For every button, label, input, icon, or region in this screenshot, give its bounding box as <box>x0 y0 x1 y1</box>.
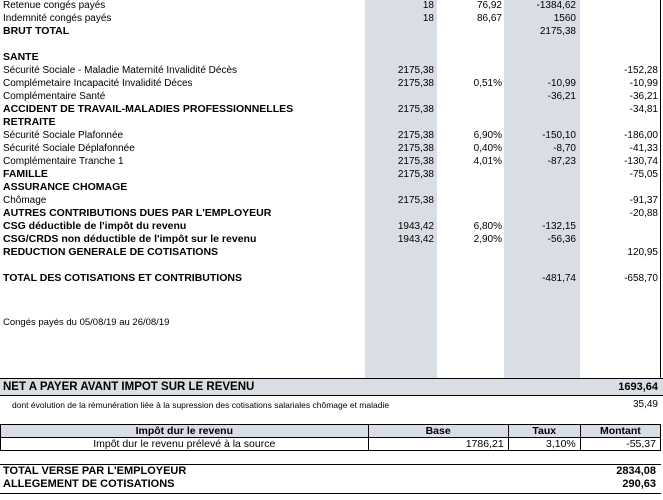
row-taux: 4,01% <box>473 156 502 167</box>
row-employer: -130,74 <box>624 156 658 167</box>
row-amount: -1384,62 <box>536 0 576 11</box>
row-base: 2175,38 <box>397 78 434 89</box>
table-row <box>0 272 663 285</box>
tax-row-base: 1786,21 <box>368 438 508 451</box>
table-row <box>0 220 663 233</box>
income-tax-row <box>1 438 661 451</box>
row-amount: 1560 <box>553 13 576 24</box>
row-label: Complémentaire Tranche 1 <box>3 156 124 167</box>
row-employer: -36,21 <box>629 91 658 102</box>
allegement-label: ALLEGEMENT DE COTISATIONS <box>3 478 175 490</box>
table-row <box>0 64 663 77</box>
row-employer: -41,33 <box>629 143 658 154</box>
conges-note: Congés payés du 05/08/19 au 26/08/19 <box>3 317 170 328</box>
row-employer: -10,99 <box>629 78 658 89</box>
row-amount: -481,74 <box>542 273 576 284</box>
row-employer: -91,37 <box>629 195 658 206</box>
table-row <box>0 12 663 25</box>
row-label: AUTRES CONTRIBUTIONS DUES PAR L'EMPLOYEUR <box>3 207 272 219</box>
row-label: ACCIDENT DE TRAVAIL-MALADIES PROFESSIONNELLES <box>3 103 294 115</box>
table-row <box>0 25 663 38</box>
evolution-note: dont évolution de la rémunération liée à la supression des cotisations salariales chômage et maladie <box>12 400 390 410</box>
tax-row-taux: 3,10% <box>508 438 580 451</box>
table-row <box>0 90 663 103</box>
net-pay-band <box>0 378 663 396</box>
row-base: 18 <box>422 13 434 24</box>
table-row <box>0 181 663 194</box>
table-row <box>0 0 663 12</box>
row-taux: 86,67 <box>476 13 502 24</box>
row-label: TOTAL DES COTISATIONS ET CONTRIBUTIONS <box>3 272 242 284</box>
row-taux: 76,92 <box>476 0 502 11</box>
table-row <box>0 259 663 272</box>
row-employer: -658,70 <box>624 273 658 284</box>
row-employer: 120,95 <box>627 247 658 258</box>
row-amount: -10,99 <box>547 78 576 89</box>
total-verse-value: 2834,08 <box>616 465 656 477</box>
row-label: Complémentaire Santé <box>3 91 106 102</box>
row-base: 2175,38 <box>397 65 434 76</box>
row-taux: 6,80% <box>473 221 502 232</box>
row-taux: 6,90% <box>473 130 502 141</box>
row-label: CSG/CRDS non déductible de l'impôt sur le revenu <box>3 233 257 245</box>
evolution-value: 35,49 <box>632 399 658 410</box>
row-amount: -36,21 <box>547 91 576 102</box>
row-base: 1943,42 <box>397 234 434 245</box>
tax-header-montant: Montant <box>580 425 660 438</box>
row-base: 1943,42 <box>397 221 434 232</box>
table-row <box>0 38 663 51</box>
row-label: REDUCTION GENERALE DE COTISATIONS <box>3 246 219 258</box>
row-base: 2175,38 <box>397 156 434 167</box>
tax-header-base: Base <box>368 425 508 438</box>
row-employer: -186,00 <box>624 130 658 141</box>
table-row <box>0 207 663 220</box>
row-employer: -20,88 <box>629 208 658 219</box>
tax-row-label: Impôt dur le revenu prélevé à la source <box>1 438 369 451</box>
row-label: Complémetaire Incapacité Invalidité Déces <box>3 78 193 89</box>
table-row <box>0 168 663 181</box>
income-tax-table <box>0 424 661 451</box>
tax-row-montant: -55,37 <box>580 438 660 451</box>
row-label: SANTE <box>3 51 39 63</box>
row-label: RETRAITE <box>3 116 56 128</box>
row-label: BRUT TOTAL <box>3 25 70 37</box>
row-amount: 2175,38 <box>539 26 576 37</box>
row-label: Sécurité Sociale Plafonnée <box>3 130 124 141</box>
row-employer: -152,28 <box>624 65 658 76</box>
row-base: 18 <box>422 0 434 11</box>
employer-totals <box>0 464 661 494</box>
row-label: ASSURANCE CHOMAGE <box>3 181 128 193</box>
row-amount: -56,36 <box>547 234 576 245</box>
table-row <box>0 142 663 155</box>
table-row <box>0 51 663 64</box>
row-label: Chômage <box>3 195 47 206</box>
row-label: Indemnité congés payés <box>3 13 112 24</box>
allegement-row <box>0 478 661 491</box>
table-row <box>0 194 663 207</box>
row-label: Sécurité Sociale Déplafonnée <box>3 143 135 154</box>
total-verse-row <box>0 465 661 478</box>
table-row <box>0 103 663 116</box>
row-amount: -8,70 <box>553 143 576 154</box>
table-row <box>0 233 663 246</box>
row-employer: -75,05 <box>629 169 658 180</box>
tax-header-taux: Taux <box>508 425 580 438</box>
table-row <box>0 246 663 259</box>
net-pay-label: NET A PAYER AVANT IMPOT SUR LE REVENU <box>3 381 255 393</box>
net-pay-value: 1693,64 <box>618 381 658 393</box>
table-row <box>0 116 663 129</box>
table-row <box>0 77 663 90</box>
income-tax-header <box>1 425 661 438</box>
row-base: 2175,38 <box>397 104 434 115</box>
row-label: FAMILLE <box>3 168 48 180</box>
table-row <box>0 129 663 142</box>
row-amount: -132,15 <box>542 221 576 232</box>
row-taux: 2,90% <box>473 234 502 245</box>
row-base: 2175,38 <box>397 195 434 206</box>
row-employer: -34,81 <box>629 104 658 115</box>
allegement-value: 290,63 <box>622 478 656 490</box>
row-taux: 0,40% <box>473 143 502 154</box>
row-taux: 0,51% <box>473 78 502 89</box>
table-row <box>0 155 663 168</box>
tax-header-label: Impôt dur le revenu <box>1 425 369 438</box>
row-base: 2175,38 <box>397 130 434 141</box>
row-label: CSG déductible de l'impôt du revenu <box>3 220 187 232</box>
total-verse-label: TOTAL VERSE PAR L'EMPLOYEUR <box>3 465 187 477</box>
row-base: 2175,38 <box>397 143 434 154</box>
row-amount: -87,23 <box>547 156 576 167</box>
row-label: Sécurité Sociale - Maladie Maternité Invalidité Décès <box>3 65 237 76</box>
row-label: Retenue congés payés <box>3 0 106 11</box>
row-base: 2175,38 <box>397 169 434 180</box>
row-amount: -150,10 <box>542 130 576 141</box>
